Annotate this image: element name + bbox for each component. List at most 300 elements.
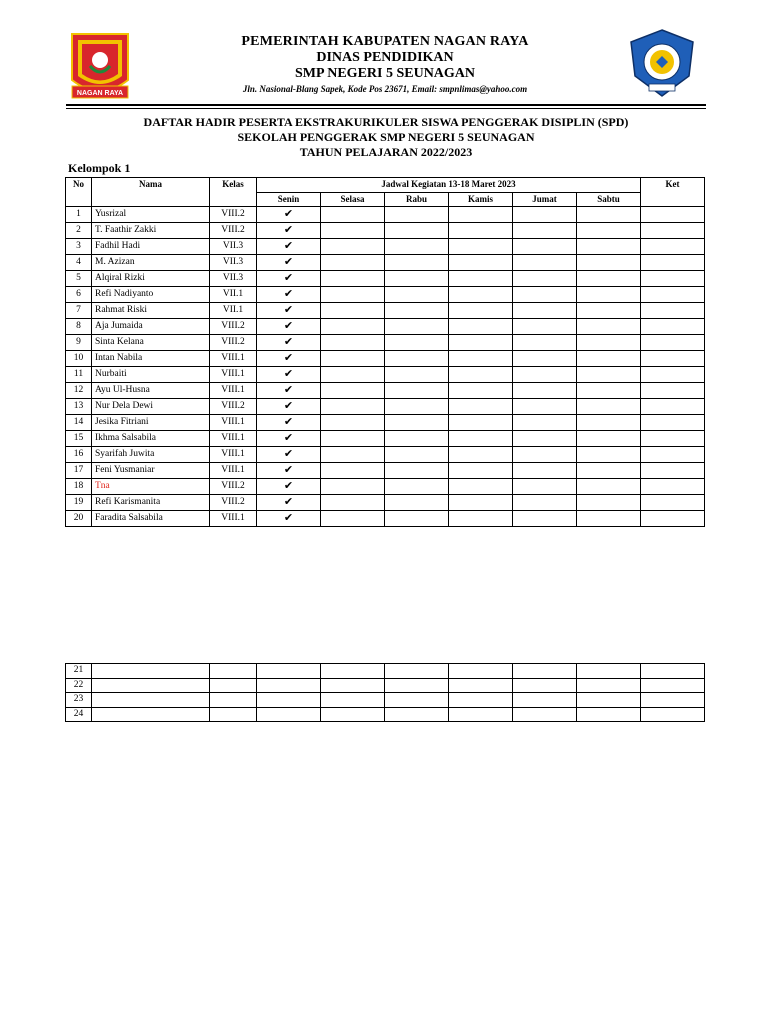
header-kelas: Kelas (210, 178, 257, 207)
attendance-cell-senin (257, 319, 321, 335)
checkmark-icon: ✔ (283, 399, 294, 412)
letterhead (0, 0, 768, 110)
student-class: VIII.1 (210, 351, 257, 367)
ket-cell (641, 335, 705, 351)
student-class: VIII.1 (210, 447, 257, 463)
attendance-cell-sabtu (577, 255, 641, 271)
ket-cell (641, 447, 705, 463)
row-number: 7 (66, 303, 92, 319)
header-day-sabtu: Sabtu (577, 192, 641, 207)
attendance-cell-jumat (513, 367, 577, 383)
attendance-cell-selasa (321, 287, 385, 303)
attendance-cell-jumat (513, 335, 577, 351)
student-class: VIII.1 (210, 383, 257, 399)
attendance-cell-senin (257, 383, 321, 399)
row-number: 8 (66, 319, 92, 335)
attendance-cell-kamis (449, 271, 513, 287)
ket-cell (641, 511, 705, 527)
header-day-senin: Senin (257, 192, 321, 207)
letterhead-divider-thick (66, 104, 706, 106)
empty-cell (92, 678, 210, 693)
student-name: Syarifah Juwita (92, 447, 210, 463)
row-number: 24 (66, 707, 92, 722)
attendance-cell-selasa (321, 351, 385, 367)
empty-cell (257, 707, 321, 722)
attendance-cell-jumat (513, 207, 577, 223)
student-class: VIII.1 (210, 367, 257, 383)
attendance-cell-sabtu (577, 271, 641, 287)
empty-cell (92, 664, 210, 679)
table-row (66, 303, 705, 319)
empty-cell (385, 664, 449, 679)
attendance-cell-kamis (449, 463, 513, 479)
row-number: 6 (66, 287, 92, 303)
attendance-cell-senin (257, 399, 321, 415)
attendance-cell-sabtu (577, 399, 641, 415)
attendance-cell-jumat (513, 431, 577, 447)
student-name: Refi Karismanita (92, 495, 210, 511)
checkmark-icon: ✔ (283, 463, 294, 476)
empty-cell (385, 678, 449, 693)
letterhead-text (150, 34, 620, 95)
ket-cell (641, 495, 705, 511)
attendance-cell-kamis (449, 511, 513, 527)
student-name: Jesika Fitriani (92, 415, 210, 431)
attendance-cell-senin (257, 271, 321, 287)
checkmark-icon: ✔ (283, 239, 294, 252)
attendance-cell-sabtu (577, 447, 641, 463)
checkmark-icon: ✔ (283, 415, 294, 428)
student-class: VIII.2 (210, 319, 257, 335)
ket-cell (641, 271, 705, 287)
attendance-cell-selasa (321, 431, 385, 447)
row-number: 13 (66, 399, 92, 415)
table-row (66, 511, 705, 527)
checkmark-icon: ✔ (283, 511, 294, 524)
attendance-cell-jumat (513, 479, 577, 495)
attendance-cell-senin (257, 207, 321, 223)
checkmark-icon: ✔ (283, 319, 294, 332)
attendance-cell-kamis (449, 319, 513, 335)
attendance-cell-sabtu (577, 463, 641, 479)
table-row-empty (66, 678, 705, 693)
attendance-cell-rabu (385, 255, 449, 271)
empty-cell (385, 693, 449, 708)
table-row-empty (66, 693, 705, 708)
student-class: VIII.1 (210, 511, 257, 527)
empty-cell (513, 664, 577, 679)
attendance-cell-selasa (321, 415, 385, 431)
checkmark-icon: ✔ (283, 207, 294, 220)
attendance-cell-rabu (385, 447, 449, 463)
attendance-cell-rabu (385, 319, 449, 335)
attendance-cell-rabu (385, 463, 449, 479)
student-class: VIII.2 (210, 479, 257, 495)
table-row (66, 479, 705, 495)
row-number: 17 (66, 463, 92, 479)
student-class: VII.3 (210, 271, 257, 287)
attendance-cell-rabu (385, 367, 449, 383)
empty-cell (321, 678, 385, 693)
attendance-cell-jumat (513, 415, 577, 431)
attendance-cell-rabu (385, 303, 449, 319)
attendance-cell-senin (257, 415, 321, 431)
checkmark-icon: ✔ (283, 271, 294, 284)
attendance-table-continued (65, 663, 705, 722)
empty-cell (577, 664, 641, 679)
table-row (66, 271, 705, 287)
empty-cell (210, 707, 257, 722)
header-no: No (66, 178, 92, 207)
checkmark-icon: ✔ (283, 287, 294, 300)
attendance-cell-sabtu (577, 303, 641, 319)
row-number: 20 (66, 511, 92, 527)
student-class: VIII.1 (210, 431, 257, 447)
empty-cell (513, 707, 577, 722)
row-number: 4 (66, 255, 92, 271)
row-number: 9 (66, 335, 92, 351)
empty-cell (641, 693, 705, 708)
empty-cell (577, 678, 641, 693)
table-row (66, 463, 705, 479)
ket-cell (641, 255, 705, 271)
school-name: SMP NEGERI 5 SEUNAGAN (294, 66, 476, 82)
attendance-cell-selasa (321, 255, 385, 271)
checkmark-icon: ✔ (283, 303, 294, 316)
table-row (66, 319, 705, 335)
attendance-cell-senin (257, 223, 321, 239)
government-name: PEMERINTAH KABUPATEN NAGAN RAYA (241, 34, 529, 49)
attendance-cell-rabu (385, 207, 449, 223)
empty-cell (577, 693, 641, 708)
attendance-cell-kamis (449, 239, 513, 255)
attendance-cell-senin (257, 287, 321, 303)
row-number: 16 (66, 447, 92, 463)
attendance-cell-jumat (513, 511, 577, 527)
student-class: VII.1 (210, 303, 257, 319)
attendance-cell-rabu (385, 271, 449, 287)
empty-cell (92, 707, 210, 722)
attendance-cell-jumat (513, 239, 577, 255)
attendance-cell-rabu (385, 287, 449, 303)
table-row (66, 207, 705, 223)
attendance-cell-senin (257, 431, 321, 447)
row-number: 15 (66, 431, 92, 447)
attendance-cell-selasa (321, 239, 385, 255)
table-row-empty (66, 664, 705, 679)
header-jadwal: Jadwal Kegiatan 13-18 Maret 2023 (257, 178, 641, 193)
attendance-cell-jumat (513, 383, 577, 399)
svg-text:NAGAN RAYA: NAGAN RAYA (76, 90, 124, 97)
row-number: 10 (66, 351, 92, 367)
attendance-cell-senin (257, 367, 321, 383)
attendance-cell-sabtu (577, 415, 641, 431)
attendance-cell-rabu (385, 335, 449, 351)
attendance-cell-sabtu (577, 511, 641, 527)
attendance-cell-selasa (321, 495, 385, 511)
row-number: 2 (66, 223, 92, 239)
attendance-cell-sabtu (577, 335, 641, 351)
attendance-cell-kamis (449, 479, 513, 495)
student-name: Refi Nadiyanto (92, 287, 210, 303)
attendance-cell-rabu (385, 399, 449, 415)
attendance-cell-sabtu (577, 319, 641, 335)
header-nama: Nama (92, 178, 210, 207)
ket-cell (641, 223, 705, 239)
ket-cell (641, 239, 705, 255)
nagan-raya-emblem-icon (68, 30, 132, 102)
attendance-cell-senin (257, 335, 321, 351)
attendance-cell-selasa (321, 303, 385, 319)
student-name: Nur Dela Dewi (92, 399, 210, 415)
school-address: Jln. Nasional-Blang Sapek, Kode Pos 23671, Email: smpnlimas@yahoo.com (242, 84, 528, 95)
student-class: VIII.2 (210, 223, 257, 239)
attendance-cell-jumat (513, 271, 577, 287)
attendance-cell-senin (257, 495, 321, 511)
student-name: Ikhma Salsabila (92, 431, 210, 447)
ket-cell (641, 303, 705, 319)
table-row (66, 399, 705, 415)
ket-cell (641, 319, 705, 335)
attendance-cell-senin (257, 463, 321, 479)
row-number: 22 (66, 678, 92, 693)
attendance-cell-kamis (449, 223, 513, 239)
table-row (66, 255, 705, 271)
attendance-table (65, 177, 705, 527)
row-number: 14 (66, 415, 92, 431)
attendance-cell-kamis (449, 495, 513, 511)
attendance-cell-senin (257, 303, 321, 319)
header-day-kamis: Kamis (449, 192, 513, 207)
table-row-empty (66, 707, 705, 722)
empty-cell (513, 678, 577, 693)
attendance-cell-jumat (513, 319, 577, 335)
attendance-cell-rabu (385, 351, 449, 367)
attendance-cell-sabtu (577, 367, 641, 383)
student-name: Alqiral Rizki (92, 271, 210, 287)
attendance-cell-rabu (385, 223, 449, 239)
attendance-cell-jumat (513, 255, 577, 271)
attendance-cell-selasa (321, 319, 385, 335)
attendance-cell-senin (257, 447, 321, 463)
student-class: VIII.1 (210, 463, 257, 479)
checkmark-icon: ✔ (283, 495, 294, 508)
student-class: VIII.2 (210, 495, 257, 511)
attendance-cell-sabtu (577, 239, 641, 255)
attendance-cell-selasa (321, 511, 385, 527)
attendance-cell-sabtu (577, 479, 641, 495)
empty-cell (641, 664, 705, 679)
student-class: VII.3 (210, 239, 257, 255)
document-title (66, 115, 706, 160)
empty-cell (92, 693, 210, 708)
attendance-cell-sabtu (577, 431, 641, 447)
attendance-cell-selasa (321, 335, 385, 351)
attendance-cell-senin (257, 239, 321, 255)
attendance-cell-jumat (513, 447, 577, 463)
empty-cell (577, 707, 641, 722)
header-day-jumat: Jumat (513, 192, 577, 207)
empty-cell (257, 693, 321, 708)
student-name: Aja Jumaida (92, 319, 210, 335)
table-row (66, 335, 705, 351)
student-name: Tna (92, 479, 210, 495)
row-number: 1 (66, 207, 92, 223)
attendance-cell-selasa (321, 399, 385, 415)
row-number: 21 (66, 664, 92, 679)
student-class: VIII.2 (210, 399, 257, 415)
attendance-cell-sabtu (577, 495, 641, 511)
row-number: 23 (66, 693, 92, 708)
table-row (66, 495, 705, 511)
student-name: Feni Yusmaniar (92, 463, 210, 479)
student-name: Fadhil Hadi (92, 239, 210, 255)
attendance-cell-rabu (385, 495, 449, 511)
row-number: 12 (66, 383, 92, 399)
student-class: VII.1 (210, 287, 257, 303)
checkmark-icon: ✔ (283, 223, 294, 236)
empty-cell (321, 664, 385, 679)
empty-cell (210, 693, 257, 708)
student-name: M. Azizan (92, 255, 210, 271)
attendance-cell-selasa (321, 367, 385, 383)
student-class: VIII.1 (210, 415, 257, 431)
attendance-cell-selasa (321, 271, 385, 287)
attendance-cell-sabtu (577, 207, 641, 223)
attendance-cell-sabtu (577, 287, 641, 303)
table-row (66, 431, 705, 447)
checkmark-icon: ✔ (283, 335, 294, 348)
ket-cell (641, 351, 705, 367)
attendance-cell-kamis (449, 207, 513, 223)
empty-cell (449, 678, 513, 693)
attendance-cell-sabtu (577, 223, 641, 239)
group-label: Kelompok 1 (68, 161, 131, 175)
ket-cell (641, 287, 705, 303)
ket-cell (641, 479, 705, 495)
row-number: 18 (66, 479, 92, 495)
ket-cell (641, 431, 705, 447)
student-class: VII.3 (210, 255, 257, 271)
row-number: 11 (66, 367, 92, 383)
attendance-cell-sabtu (577, 351, 641, 367)
attendance-cell-jumat (513, 399, 577, 415)
row-number: 19 (66, 495, 92, 511)
table-row (66, 447, 705, 463)
empty-cell (449, 707, 513, 722)
attendance-cell-jumat (513, 463, 577, 479)
attendance-cell-senin (257, 479, 321, 495)
ket-cell (641, 207, 705, 223)
checkmark-icon: ✔ (283, 431, 294, 444)
ket-cell (641, 463, 705, 479)
attendance-cell-senin (257, 351, 321, 367)
student-name: Intan Nabila (92, 351, 210, 367)
attendance-cell-kamis (449, 447, 513, 463)
table-row (66, 367, 705, 383)
title-line-3: TAHUN PELAJARAN 2022/2023 (299, 145, 473, 159)
empty-cell (641, 707, 705, 722)
attendance-cell-rabu (385, 431, 449, 447)
ket-cell (641, 383, 705, 399)
checkmark-icon: ✔ (283, 255, 294, 268)
table-row (66, 383, 705, 399)
school-emblem-icon (629, 28, 695, 98)
attendance-cell-kamis (449, 399, 513, 415)
attendance-cell-jumat (513, 495, 577, 511)
student-name: Faradita Salsabila (92, 511, 210, 527)
attendance-cell-selasa (321, 207, 385, 223)
attendance-cell-rabu (385, 479, 449, 495)
attendance-cell-kamis (449, 351, 513, 367)
empty-cell (321, 693, 385, 708)
student-name: Ayu Ul-Husna (92, 383, 210, 399)
attendance-cell-selasa (321, 383, 385, 399)
empty-cell (449, 664, 513, 679)
table-row (66, 239, 705, 255)
student-name: Rahmat Riski (92, 303, 210, 319)
empty-cell (449, 693, 513, 708)
student-name: Sinta Kelana (92, 335, 210, 351)
title-line-1: DAFTAR HADIR PESERTA EKSTRAKURIKULER SISWA PENGGERAK DISIPLIN (SPD) (143, 115, 629, 129)
attendance-cell-jumat (513, 303, 577, 319)
empty-cell (513, 693, 577, 708)
attendance-cell-jumat (513, 351, 577, 367)
attendance-cell-senin (257, 255, 321, 271)
attendance-cell-kamis (449, 287, 513, 303)
title-line-2: SEKOLAH PENGGERAK SMP NEGERI 5 SEUNAGAN (237, 130, 535, 144)
table-row (66, 415, 705, 431)
checkmark-icon: ✔ (283, 367, 294, 380)
student-class: VIII.2 (210, 335, 257, 351)
attendance-cell-rabu (385, 511, 449, 527)
attendance-cell-selasa (321, 479, 385, 495)
ket-cell (641, 415, 705, 431)
checkmark-icon: ✔ (283, 351, 294, 364)
attendance-cell-kamis (449, 383, 513, 399)
student-name: Nurbaiti (92, 367, 210, 383)
attendance-cell-selasa (321, 223, 385, 239)
empty-cell (210, 678, 257, 693)
header-day-rabu: Rabu (385, 192, 449, 207)
letterhead-divider-thin (66, 108, 706, 109)
attendance-cell-kamis (449, 431, 513, 447)
attendance-cell-jumat (513, 223, 577, 239)
attendance-cell-selasa (321, 463, 385, 479)
empty-cell (321, 707, 385, 722)
ket-cell (641, 399, 705, 415)
empty-cell (257, 678, 321, 693)
attendance-cell-sabtu (577, 383, 641, 399)
checkmark-icon: ✔ (283, 447, 294, 460)
student-name: T. Faathir Zakki (92, 223, 210, 239)
attendance-cell-kamis (449, 255, 513, 271)
attendance-cell-jumat (513, 287, 577, 303)
attendance-cell-rabu (385, 383, 449, 399)
table-row (66, 351, 705, 367)
empty-cell (257, 664, 321, 679)
attendance-cell-senin (257, 511, 321, 527)
ket-cell (641, 367, 705, 383)
row-number: 3 (66, 239, 92, 255)
empty-cell (641, 678, 705, 693)
attendance-cell-kamis (449, 367, 513, 383)
attendance-cell-kamis (449, 335, 513, 351)
table-row (66, 223, 705, 239)
empty-cell (385, 707, 449, 722)
attendance-cell-rabu (385, 415, 449, 431)
attendance-cell-kamis (449, 415, 513, 431)
